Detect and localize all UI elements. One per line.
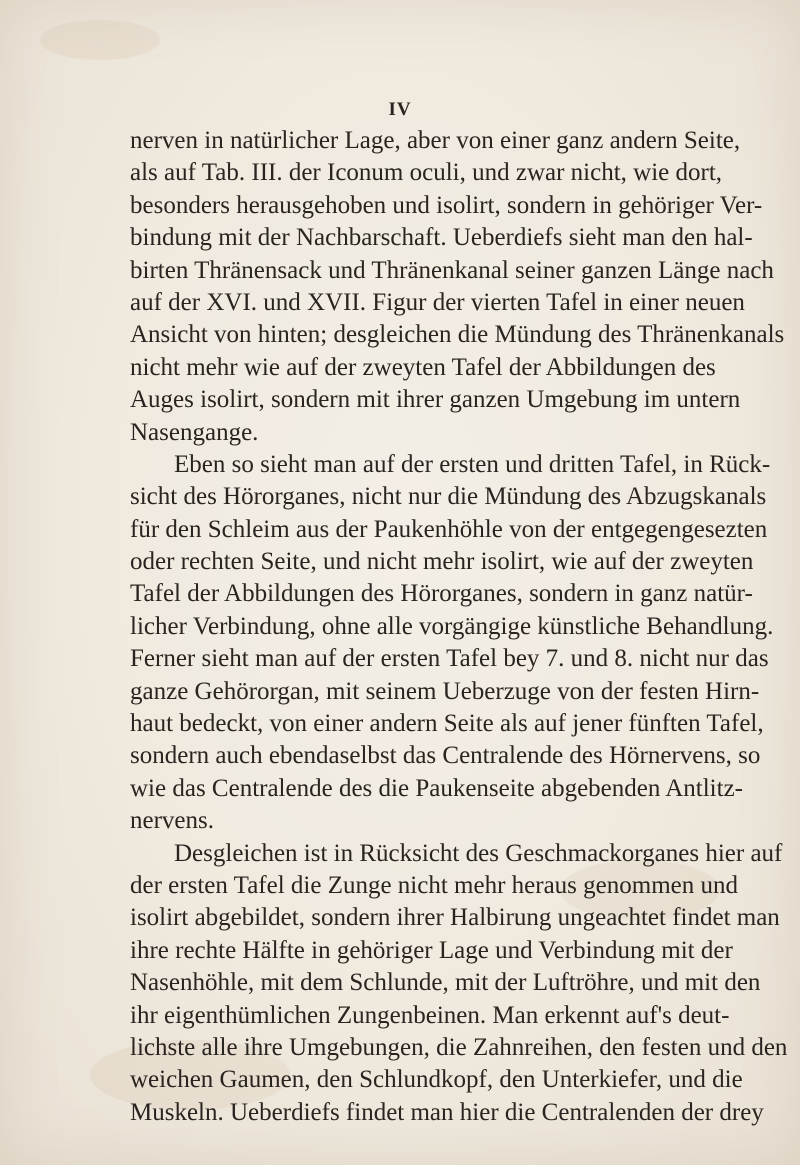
text-line: isolirt abgebildet, sondern ihrer Halbirung ungeachtet findet man (130, 904, 780, 932)
paragraph-start-line: Eben so sieht man auf der ersten und dritten Tafel, in Rück- (174, 450, 771, 478)
text-line: der ersten Tafel die Zunge nicht mehr heraus genommen und (130, 871, 738, 899)
text-line: Auges isolirt, sondern mit ihrer ganzen Umgebung im untern (130, 386, 741, 414)
text-line: bindung mit der Nachbarschaft. Ueberdiefs sieht man den hal- (130, 224, 753, 252)
paper-stain (40, 20, 160, 60)
text-line: ihr eigenthümlichen Zungenbeinen. Man erkennt auf's deut- (130, 1001, 730, 1029)
body-text (130, 125, 788, 1129)
paragraph-start-line: Desgleichen ist in Rücksicht des Geschmackorganes hier auf (174, 839, 783, 867)
text-line: sondern auch ebendaselbst das Centralende des Hörnervens, so (130, 742, 761, 770)
text-line: birten Thränensack und Thränenkanal seiner ganzen Länge nach (130, 256, 774, 284)
text-line: sicht des Hörorganes, nicht nur die Mündung des Abzugskanals (130, 483, 767, 511)
text-line: Ansicht von hinten; desgleichen die Mündung des Thränenkanals (130, 321, 785, 349)
text-line: besonders herausgehoben und isolirt, sondern in gehöriger Ver- (130, 191, 763, 219)
page-number: IV (388, 99, 412, 120)
text-line: Tafel der Abbildungen des Hörorganes, sondern in ganz natür- (130, 580, 753, 608)
text-line: weichen Gaumen, den Schlundkopf, den Unterkiefer, und die (130, 1066, 743, 1094)
text-line: auf der XVI. und XVII. Figur der vierten Tafel in einer neuen (130, 288, 745, 316)
text-line: oder rechten Seite, und nicht mehr isolirt, wie auf der zweyten (130, 548, 754, 576)
text-line: Nasengange. (130, 418, 259, 446)
text-line: haut bedeckt, von einer andern Seite als auf jener fünften Tafel, (130, 710, 764, 738)
text-line: nicht mehr wie auf der zweyten Tafel der Abbildungen des (130, 353, 716, 381)
text-line: ganze Gehörorgan, mit seinem Ueberzuge von der festen Hirn- (130, 677, 760, 705)
text-line: licher Verbindung, ohne alle vorgängige künstliche Behandlung. (130, 612, 774, 640)
text-line: wie das Centralende des die Paukenseite abgebenden Antlitz- (130, 774, 743, 802)
text-line: Nasenhöhle, mit dem Schlunde, mit der Luftröhre, und mit den (130, 969, 761, 997)
text-line: Muskeln. Ueberdiefs findet man hier die Centralenden der drey (130, 1098, 764, 1126)
text-line: als auf Tab. III. der Iconum oculi, und zwar nicht, wie dort, (130, 159, 723, 187)
text-line: nerven in natürlicher Lage, aber von einer ganz andern Seite, (130, 127, 741, 154)
text-line: lichste alle ihre Umgebungen, die Zahnreihen, den festen und den (130, 1033, 788, 1061)
text-line: für den Schleim aus der Paukenhöhle von der entgegengesezten (130, 515, 768, 543)
text-line: ihre rechte Hälfte in gehöriger Lage und Verbindung mit der (130, 936, 733, 964)
text-line: Ferner sieht man auf der ersten Tafel bey 7. und 8. nicht nur das (130, 645, 769, 673)
text-line: nervens. (130, 807, 214, 835)
